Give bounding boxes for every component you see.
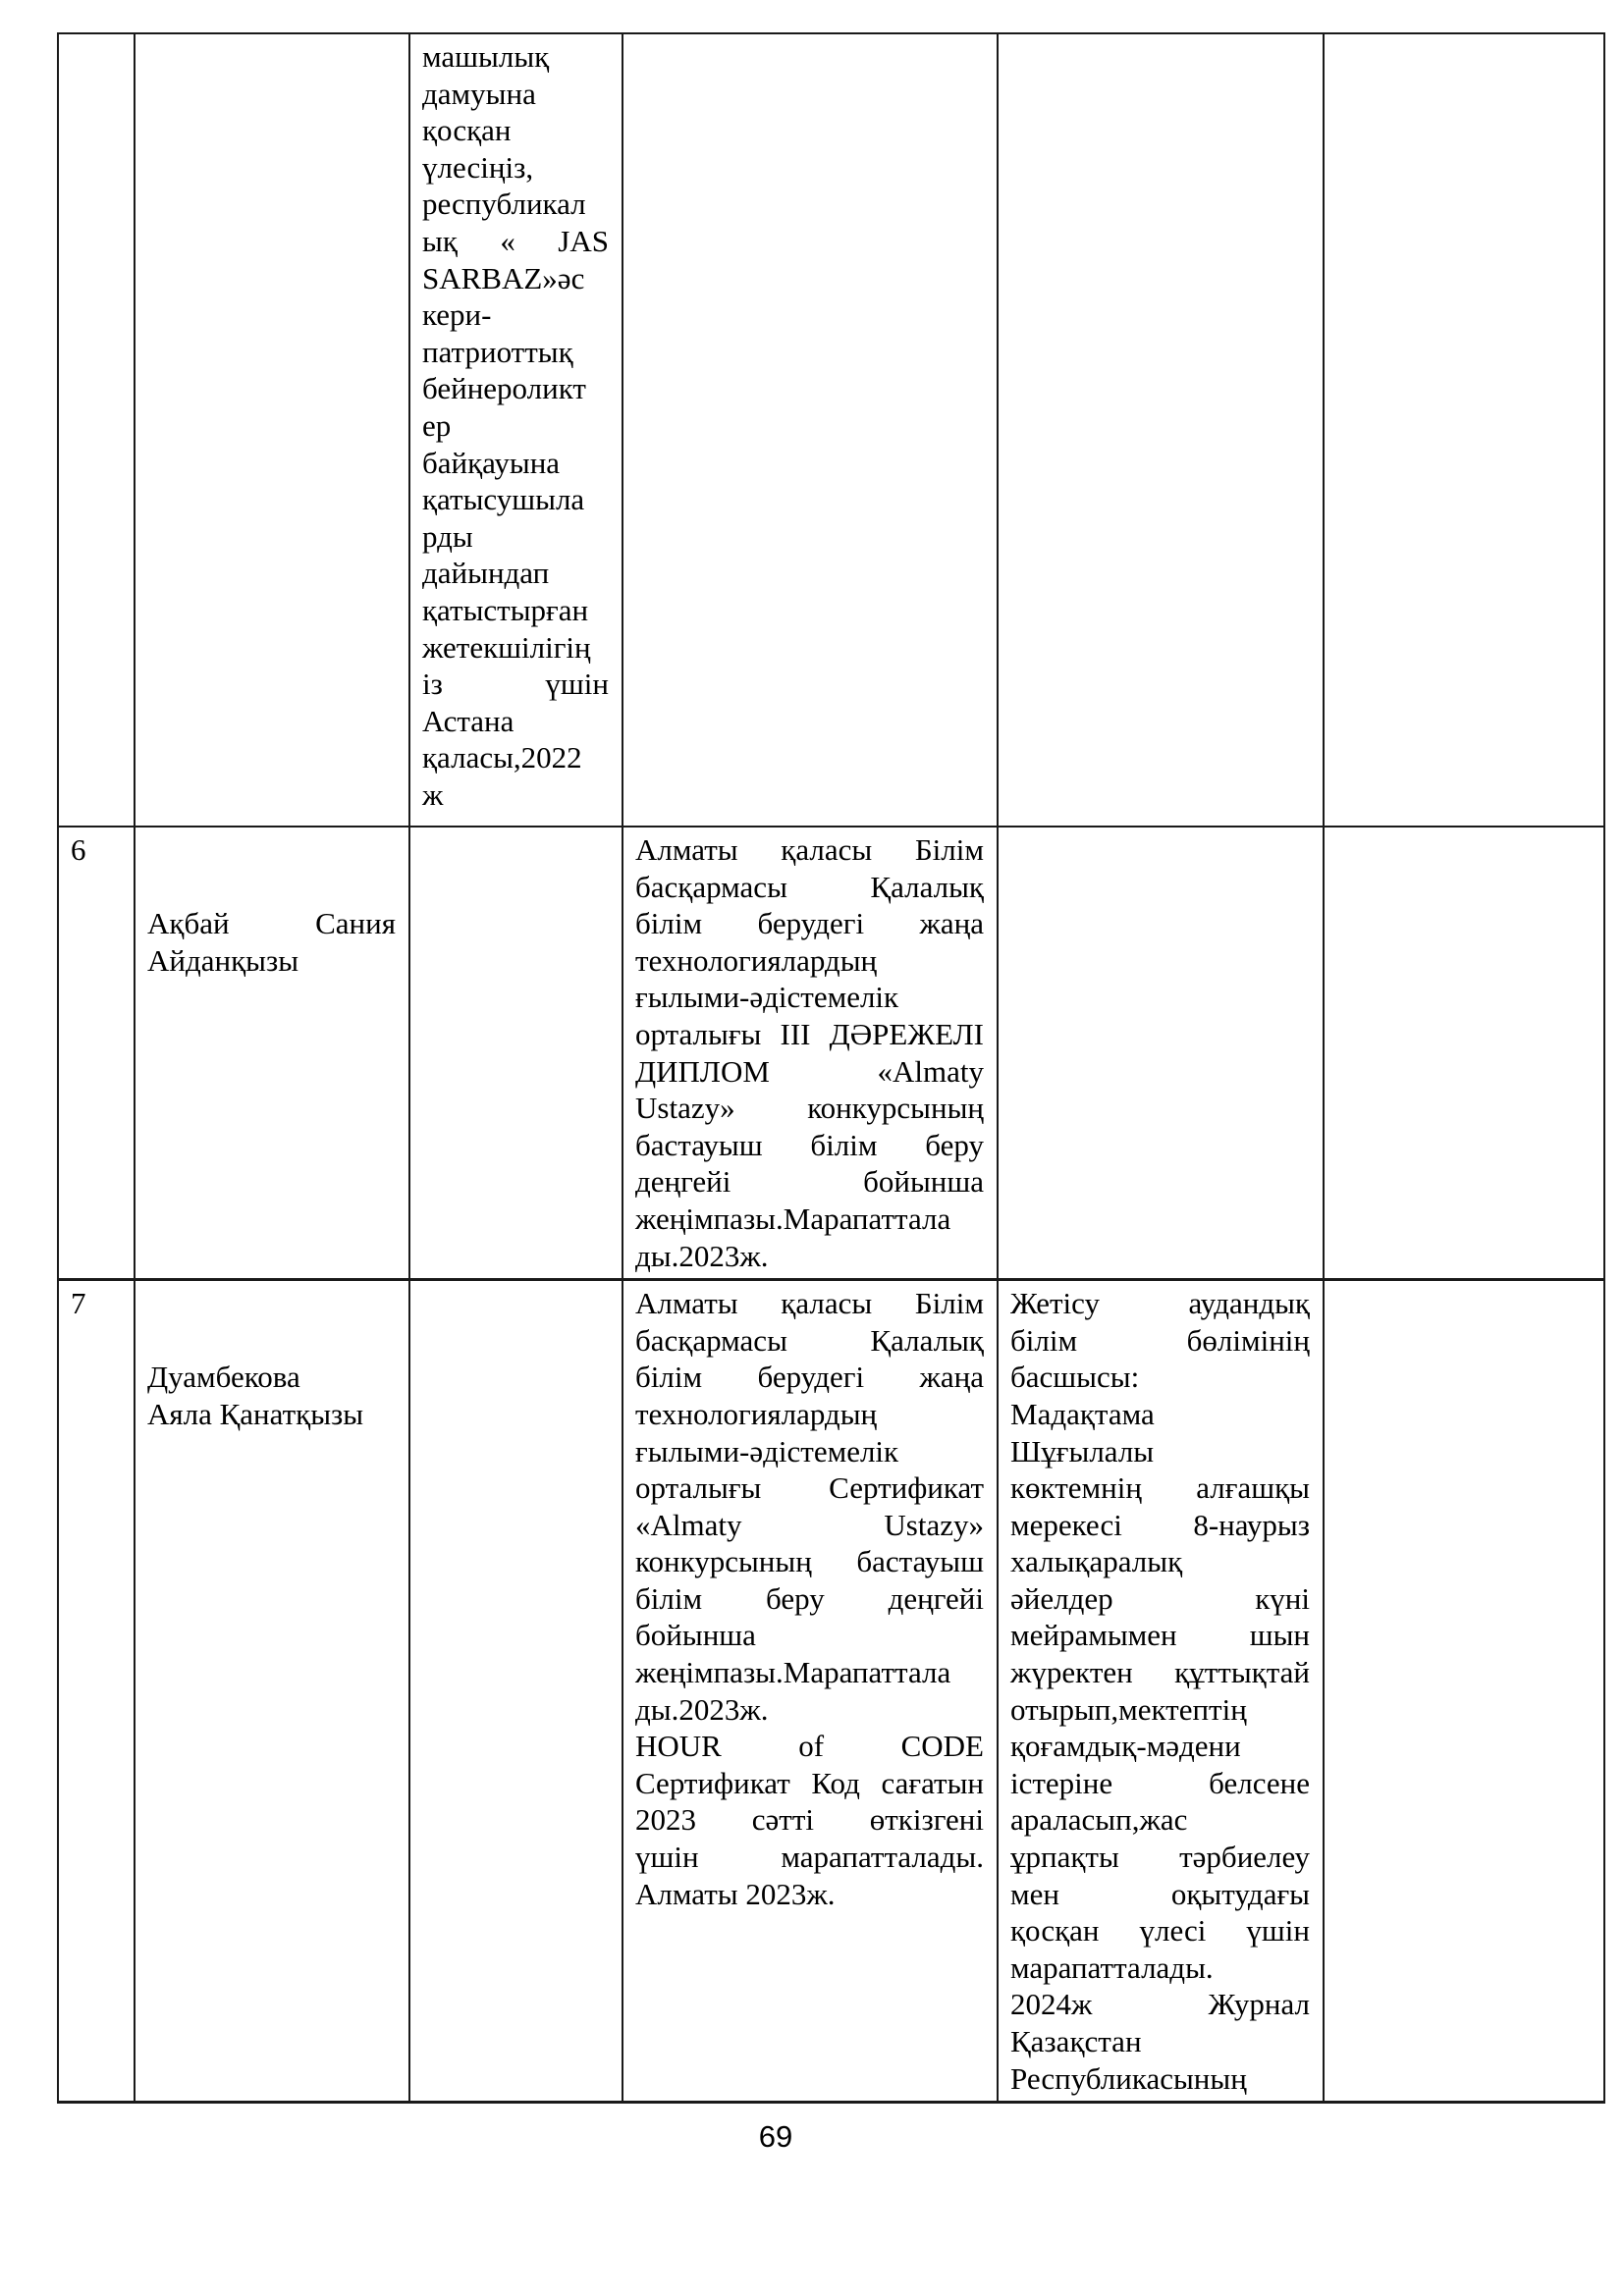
text-line: білім бөлімінің [1010,1322,1310,1358]
text-line: дайындап [422,556,550,591]
text-line: бастауыш білім беру [635,1127,984,1162]
text-line: Айданқызы [147,942,299,978]
text-line: қатыстырған [422,592,589,627]
text-line: ДИПЛОМ «Almaty [635,1053,984,1089]
text-line: ғылыми-әдістемелік [635,980,899,1015]
text-line: бейнероликт [422,371,586,406]
table-row-7 [58,1280,1604,2103]
text-line [147,831,396,869]
text-line [147,1285,396,1322]
text-line: ер [422,407,452,443]
table-row-continuation [58,33,1604,827]
text-line: технологиялардың [635,1396,878,1431]
text-line: 6 [71,832,86,867]
text-line: дамуына [422,76,536,111]
text-line: басқармасы Қалалық [635,1322,984,1358]
text-line: мен оқытудағы [1010,1876,1310,1911]
text-line: байқауына [422,445,561,480]
text-line: 2024ж Журнал [1010,1987,1310,2022]
cell-extra-text [998,1280,1324,2103]
text-line: SARBAZ»әс [422,260,585,295]
text-line: рды [422,518,473,554]
text-line: қоғамдық-мәдени [1010,1729,1241,1764]
text-line: әйелдер күні [1010,1580,1310,1616]
text-line: Астана [422,703,514,738]
text-line: Дуамбекова [147,1360,300,1395]
text-line: білім берудегі жаңа [635,906,984,941]
text-line: ұрпақты тәрбиелеу [1010,1840,1310,1875]
text-line: патриоттық [422,334,573,369]
cell-teacher-name [135,1280,409,2103]
cell-row-number [58,827,135,1280]
text-line: жеңімпазы.Марапаттала [635,1201,951,1236]
text-line: республикал [422,187,586,222]
cell-row-number [58,1280,135,2103]
text-line: Ustazy» конкурсының [635,1091,984,1126]
text-line: Қазақстан [1010,2024,1142,2058]
text-line: Мадақтама [1010,1396,1155,1431]
text-line: Республикасының [1010,2060,1247,2096]
text-line: мерекесі 8-наурыз [1010,1507,1310,1542]
text-line: білім берудегі жаңа [635,1360,984,1395]
text-line: Алматы 2023ж. [635,1876,836,1911]
text-line: араласып,жас [1010,1802,1188,1838]
text-line: басшысы: [1010,1360,1140,1395]
text-line: HOUR of CODE [635,1729,984,1764]
text-line: технологиялардың [635,942,878,978]
text-line [147,869,396,906]
text-line: ж [422,776,444,812]
cell-teacher-name [135,33,409,827]
text-line: ғылыми-әдістемелік [635,1433,899,1468]
text-line: басқармасы Қалалық [635,869,984,904]
text-line: білім беру деңгейі [635,1580,984,1616]
text-line: із үшін [422,667,609,702]
cell-award-text [409,1280,623,2103]
cell-empty [1324,827,1604,1280]
page-number: 69 [758,2119,793,2154]
text-line: ды.2023ж. [635,1238,769,1273]
text-line: машылық [422,39,550,74]
text-line: қосқан үлесі үшін [1010,1913,1310,1949]
text-line: көктемнің алғашқы [1010,1470,1310,1506]
cell-award-text [409,827,623,1280]
cell-extra-text [998,827,1324,1280]
text-line: қаласы,2022 [422,740,582,775]
text-line: ық « JAS [422,223,609,258]
text-line: қатысушыла [422,482,585,517]
text-line: Алматы қаласы Білім [635,832,984,867]
text-line: үшін марапатталады. [635,1840,984,1875]
cell-achievement-text [623,827,998,1280]
cell-achievement-text [623,33,998,827]
text-line: «Almaty Ustazy» [635,1507,984,1542]
cell-empty [1324,1280,1604,2103]
text-line: Аяла Қанатқызы [147,1396,364,1431]
cell-extra-text [998,33,1324,827]
text-line: Ақбай Сания [147,906,396,941]
cell-achievement-text [623,1280,998,2103]
text-line: Жетісу аудандық [1010,1286,1310,1321]
text-line: 7 [71,1286,86,1321]
text-line: халықаралық [1010,1544,1183,1579]
text-line: қосқан [422,113,512,148]
awards-table [57,32,1605,2104]
table-row-6 [58,827,1604,1280]
text-line: орталығы III ДӘРЕЖЕЛІ [635,1016,984,1051]
text-line: Шұғылалы [1010,1433,1155,1468]
cell-award-text [409,33,623,827]
text-line: жетекшілігің [422,629,591,665]
cell-empty [1324,33,1604,827]
text-line: жеңімпазы.Марапаттала [635,1655,951,1690]
text-line: Алматы қаласы Білім [635,1286,984,1321]
cell-row-number [58,33,135,827]
text-line: Сертификат Код сағатын [635,1765,984,1800]
text-line: отырып,мектептің [1010,1691,1247,1727]
text-line: орталығы Сертификат [635,1470,984,1506]
text-line: 2023 сәтті өткізгені [635,1802,984,1838]
text-line: істеріне белсене [1010,1765,1310,1800]
text-line [147,1322,396,1360]
text-line: ды.2023ж. [635,1691,769,1727]
text-line: мейрамымен шын [1010,1618,1310,1653]
text-line: кери- [422,297,492,333]
text-line: марапатталады. [1010,1949,1214,1985]
text-line: деңгейі бойынша [635,1164,984,1200]
cell-teacher-name [135,827,409,1280]
text-line: конкурсының бастауыш [635,1544,984,1579]
text-line: жүректен құттықтай [1010,1655,1310,1690]
text-line: үлесіңіз, [422,149,534,185]
text-line: бойынша [635,1618,756,1653]
